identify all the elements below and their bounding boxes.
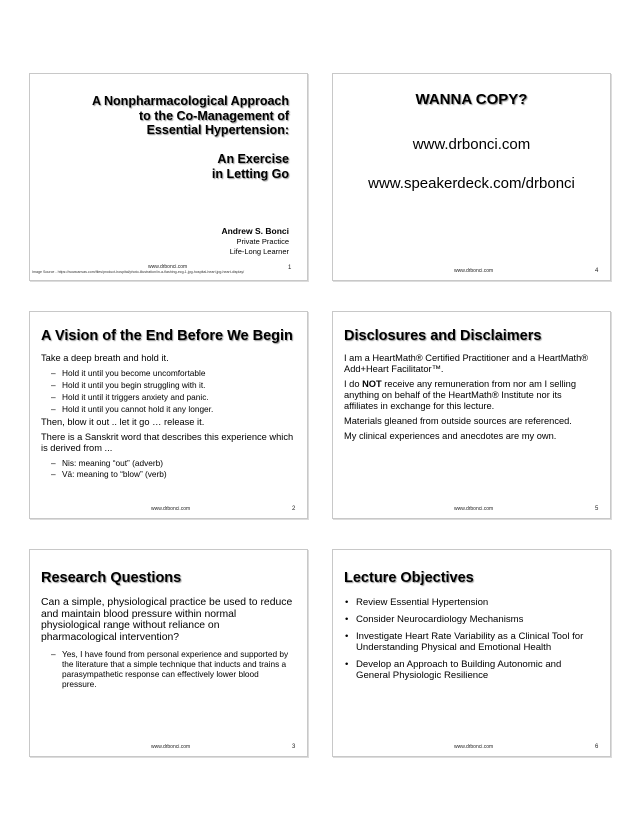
list-item: – Vā: meaning to “blow” (verb) [51,469,167,479]
title-line: Essential Hypertension: [146,123,289,137]
list-item: – Yes, I have found from personal experience and supported by the literature that a simple technique that inducts and trains a parasympathetic response can effectively lower blood pressure. [51,649,289,690]
title-line: A Nonpharmacological Approach [91,94,289,108]
affiliation-line: Life-Long Learner [229,246,289,256]
dash-icon: – [51,392,56,402]
slide-2-body [41,353,295,482]
bullet-icon: • [345,597,349,608]
dash-icon: – [51,368,56,378]
remuneration-text: I do NOT receive any remuneration from nor am I selling anything on behalf of the HeartMath® Institute nor its affiliates in exchange for this lecture. [344,379,577,411]
list-item: • Review Essential Hypertension [345,597,489,608]
intro-text: Take a deep breath and hold it. [41,353,169,363]
slide-6 [332,549,611,757]
list-item: • Consider Neurocardiology Mechanisms [345,614,524,625]
dash-icon: – [51,458,56,468]
subtitle-line: in Letting Go [211,166,289,181]
bullet-icon: • [345,631,349,642]
list-item: • Investigate Heart Rate Variability as a Clinical Tool for Understanding Physical and Emotional Health [345,631,584,653]
image-source-credit: Image Source - https://wowcanvas.com/files/product-hospital/photo-illustration/in-a-flashing-ecg-1.jpg-hospital-heart.jpg-heart-display/ [32,270,245,274]
slide-4 [332,73,611,281]
bullet-icon: • [345,659,349,670]
bullet-icon: • [345,614,349,625]
speakerdeck-link[interactable]: www.speakerdeck.com/drbonci [368,175,575,192]
slide-1 [29,73,308,281]
slide-1-subtitle [89,152,289,181]
objectives-list [344,597,598,687]
certification-text: I am a HeartMath® Certified Practitioner and a HeartMath® Add+Heart Facilitator™. [344,353,589,374]
subtitle-line: An Exercise [217,152,289,166]
dash-icon: – [51,649,56,660]
slide-5-body [344,353,598,446]
footer-url: www.drbonci.com [454,744,494,750]
slide-3-title: Research Questions [41,570,182,586]
slide-number: 3 [292,744,296,750]
footer-url: www.drbonci.com [151,506,191,512]
slide-4-title: WANNA COPY? [415,91,528,108]
dash-icon: – [51,469,56,479]
footer-url: www.drbonci.com [151,744,191,750]
slide-number: 6 [595,744,599,750]
slide-number: 2 [292,506,296,512]
list-item: – Hold it until you cannot hold it any longer. [51,404,214,414]
list-item: – Hold it until it triggers anxiety and panic. [51,392,209,402]
dash-icon: – [51,380,56,390]
slide-5-title: Disclosures and Disclaimers [344,328,542,344]
footer-url: www.drbonci.com [148,264,188,270]
research-question: Can a simple, physiological practice be used to reduce and maintain blood pressure within normal physiological range without reliance on pharmacological intervention? [41,597,293,643]
slide-number: 4 [595,268,599,274]
hold-list [41,368,295,414]
release-text: Then, blow it out .. let it go … release it. [41,417,205,427]
list-item: – Hold it until you become uncomfortable [51,368,206,378]
sanskrit-text: There is a Sanskrit word that describes this experience which is derived from ... [41,432,294,453]
dash-icon: – [51,404,56,414]
website-link[interactable]: www.drbonci.com [412,136,531,153]
slide-1-title [49,94,289,138]
list-item: – Hold it until you begin struggling with it. [51,380,206,390]
materials-text: Materials gleaned from outside sources are referenced. [344,416,572,426]
author-name: Andrew S. Bonci [221,226,289,236]
slide-3-body [41,597,295,692]
slide-2-title: A Vision of the End Before We Begin [41,328,293,344]
list-item: • Develop an Approach to Building Autonomic and General Physiologic Resilience [345,659,562,681]
footer-url: www.drbonci.com [454,506,494,512]
slide-3 [29,549,308,757]
word-list [41,458,295,479]
experiences-text: My clinical experiences and anecdotes are my own. [344,431,557,441]
slide-number: 1 [288,265,292,271]
list-item: – Nis: meaning “out” (adverb) [51,458,163,468]
author-affiliation [230,237,289,256]
answer-list [41,649,295,689]
slide-number: 5 [595,506,599,512]
slide-5 [332,311,611,519]
footer-url: www.drbonci.com [454,268,494,274]
title-line: to the Co-Management of [139,108,289,123]
affiliation-line: Private Practice [236,237,289,246]
slide-6-title: Lecture Objectives [344,570,474,586]
slide-2 [29,311,308,519]
